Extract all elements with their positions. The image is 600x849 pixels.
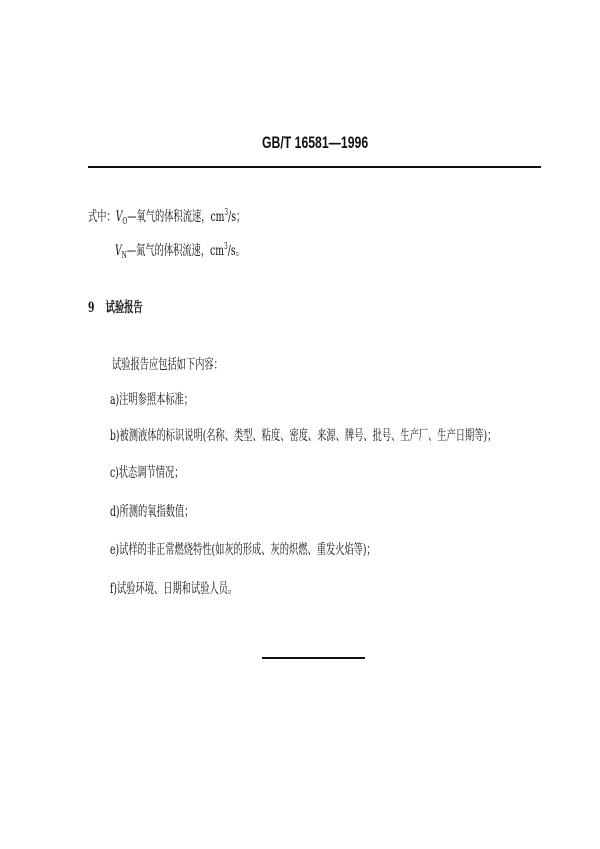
list-item-label: c) (110, 465, 119, 481)
definition-text: —氮气的体积流速，cm (126, 243, 224, 259)
section-number: 9 (88, 300, 95, 316)
section-heading (88, 299, 143, 317)
unit-tail: /s。 (227, 243, 245, 259)
list-item-label: e) (110, 542, 120, 558)
symbol-v: V (115, 209, 123, 225)
list-item (110, 503, 193, 521)
list-item-text: 被测液体的标识说明(名称、类型、粘度、密度、来源、牌号、批号、生产厂、生产日期等)； (119, 428, 497, 444)
definition-text: —氧气的体积流速，cm (127, 209, 225, 225)
definition-prefix: 式中： (88, 209, 116, 225)
list-item-text: 所测的氧指数值； (119, 504, 194, 520)
unit-superscript: 3 (223, 242, 228, 252)
unit-superscript: 3 (224, 208, 229, 218)
header-divider (88, 166, 541, 168)
list-item-label: f) (110, 581, 118, 597)
symbol-v: V (115, 243, 122, 259)
definition-nitrogen (115, 238, 245, 265)
list-item-label: b) (110, 428, 120, 444)
unit-tail: /s； (228, 209, 246, 225)
standard-code-header: GB/T 16581—1996 (262, 133, 369, 152)
list-item-text: 注明参照本标准； (119, 392, 194, 408)
end-of-document-rule (262, 657, 365, 659)
section-intro: 试验报告应包括如下内容： (112, 357, 223, 373)
list-item (110, 464, 183, 482)
list-item (110, 541, 376, 559)
definition-oxygen (88, 204, 245, 231)
list-item (110, 391, 193, 409)
symbol-subscript: O (122, 217, 128, 227)
list-item-text: 试样的非正常燃烧特性(如灰的形成、灰的炽燃、重发火焰等)； (119, 542, 376, 558)
list-item (110, 427, 496, 445)
list-item-text: 试验环境、日期和试验人员。 (117, 581, 238, 597)
section-title: 试验报告 (105, 300, 143, 316)
list-item-label: a) (110, 392, 120, 408)
symbol-subscript: N (121, 251, 127, 261)
list-item (110, 580, 237, 598)
list-item-label: d) (110, 504, 120, 520)
list-item-text: 状态调节情况； (118, 465, 184, 481)
